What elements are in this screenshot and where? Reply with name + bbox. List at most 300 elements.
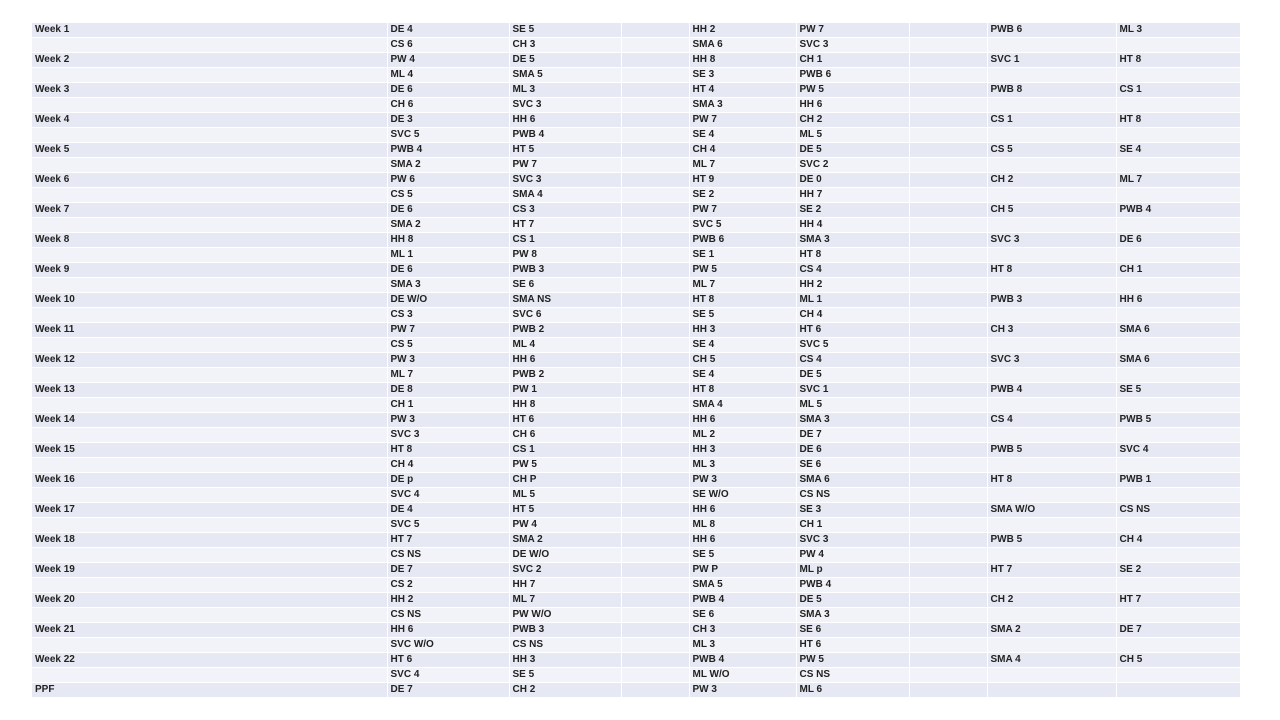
- cell-slot-7: [987, 428, 1116, 443]
- cell-slot-4: SMA 6: [689, 38, 796, 53]
- cell-slot-3: [621, 473, 689, 488]
- cell-week-label: Week 20: [32, 593, 387, 608]
- cell-slot-7: [987, 278, 1116, 293]
- cell-slot-8: HT 7: [1116, 593, 1240, 608]
- cell-slot-6: [909, 413, 987, 428]
- cell-slot-4: PW 7: [689, 113, 796, 128]
- cell-slot-1: DE 4: [387, 503, 509, 518]
- cell-slot-5: ML 1: [796, 293, 909, 308]
- table-row: [32, 533, 1240, 548]
- cell-slot-5: SE 6: [796, 458, 909, 473]
- cell-slot-3: [621, 398, 689, 413]
- cell-slot-7: CS 5: [987, 143, 1116, 158]
- cell-slot-5: DE 5: [796, 143, 909, 158]
- table-row: [32, 383, 1240, 398]
- cell-week-label: Week 5: [32, 143, 387, 158]
- cell-slot-7: [987, 98, 1116, 113]
- cell-week-label: [32, 188, 387, 203]
- cell-slot-6: [909, 218, 987, 233]
- cell-slot-7: [987, 188, 1116, 203]
- cell-slot-3: [621, 233, 689, 248]
- cell-slot-6: [909, 503, 987, 518]
- cell-slot-4: ML 2: [689, 428, 796, 443]
- cell-slot-1: PW 3: [387, 353, 509, 368]
- cell-slot-6: [909, 638, 987, 653]
- table-row: [32, 98, 1240, 113]
- cell-slot-8: HT 8: [1116, 53, 1240, 68]
- cell-slot-5: PWB 4: [796, 578, 909, 593]
- cell-slot-4: PW P: [689, 563, 796, 578]
- cell-slot-1: ML 7: [387, 368, 509, 383]
- cell-slot-7: SVC 3: [987, 233, 1116, 248]
- cell-slot-7: HT 7: [987, 563, 1116, 578]
- cell-slot-7: [987, 68, 1116, 83]
- cell-slot-5: DE 0: [796, 173, 909, 188]
- cell-slot-6: [909, 608, 987, 623]
- cell-slot-3: [621, 68, 689, 83]
- cell-slot-4: HH 3: [689, 323, 796, 338]
- cell-slot-5: CS 4: [796, 263, 909, 278]
- cell-slot-5: PW 7: [796, 23, 909, 38]
- cell-slot-6: [909, 653, 987, 668]
- cell-slot-2: PW W/O: [509, 608, 621, 623]
- cell-slot-7: [987, 128, 1116, 143]
- table-row: [32, 398, 1240, 413]
- cell-week-label: [32, 338, 387, 353]
- table-row: [32, 323, 1240, 338]
- cell-slot-1: DE 7: [387, 563, 509, 578]
- cell-slot-1: CS 2: [387, 578, 509, 593]
- cell-slot-3: [621, 278, 689, 293]
- cell-slot-4: SMA 4: [689, 398, 796, 413]
- cell-slot-2: PW 8: [509, 248, 621, 263]
- cell-slot-3: [621, 218, 689, 233]
- cell-slot-5: SVC 3: [796, 38, 909, 53]
- cell-slot-7: SVC 1: [987, 53, 1116, 68]
- cell-slot-2: PW 4: [509, 518, 621, 533]
- cell-slot-2: PW 1: [509, 383, 621, 398]
- cell-slot-6: [909, 338, 987, 353]
- cell-slot-7: CH 2: [987, 593, 1116, 608]
- cell-slot-3: [621, 308, 689, 323]
- cell-slot-7: [987, 548, 1116, 563]
- cell-slot-1: HH 6: [387, 623, 509, 638]
- cell-slot-2: SMA 4: [509, 188, 621, 203]
- cell-slot-1: DE 6: [387, 263, 509, 278]
- cell-slot-4: SE 5: [689, 308, 796, 323]
- cell-slot-5: ML 6: [796, 683, 909, 698]
- cell-slot-3: [621, 173, 689, 188]
- cell-slot-4: HT 9: [689, 173, 796, 188]
- cell-slot-4: HH 6: [689, 503, 796, 518]
- cell-slot-8: CS 1: [1116, 83, 1240, 98]
- cell-week-label: Week 19: [32, 563, 387, 578]
- cell-slot-1: HT 8: [387, 443, 509, 458]
- table-row: [32, 413, 1240, 428]
- cell-slot-2: PWB 3: [509, 623, 621, 638]
- cell-slot-2: PWB 4: [509, 128, 621, 143]
- cell-slot-3: [621, 548, 689, 563]
- cell-slot-8: [1116, 518, 1240, 533]
- cell-slot-3: [621, 428, 689, 443]
- cell-slot-1: HT 7: [387, 533, 509, 548]
- cell-slot-4: SE 4: [689, 338, 796, 353]
- cell-week-label: Week 1: [32, 23, 387, 38]
- cell-slot-5: HT 8: [796, 248, 909, 263]
- cell-slot-6: [909, 473, 987, 488]
- table-row: [32, 188, 1240, 203]
- cell-slot-6: [909, 668, 987, 683]
- cell-slot-4: HH 6: [689, 413, 796, 428]
- cell-slot-8: DE 6: [1116, 233, 1240, 248]
- cell-slot-8: SE 5: [1116, 383, 1240, 398]
- cell-slot-5: CS NS: [796, 668, 909, 683]
- cell-slot-1: PW 4: [387, 53, 509, 68]
- cell-slot-7: SVC 3: [987, 353, 1116, 368]
- cell-slot-2: PWB 3: [509, 263, 621, 278]
- cell-slot-6: [909, 593, 987, 608]
- table-row: [32, 293, 1240, 308]
- cell-slot-7: CH 2: [987, 173, 1116, 188]
- cell-slot-7: PWB 3: [987, 293, 1116, 308]
- cell-slot-4: PWB 6: [689, 233, 796, 248]
- table-row: [32, 353, 1240, 368]
- cell-slot-8: HT 8: [1116, 113, 1240, 128]
- cell-slot-1: DE p: [387, 473, 509, 488]
- cell-slot-5: ML 5: [796, 398, 909, 413]
- cell-slot-8: [1116, 278, 1240, 293]
- cell-week-label: Week 8: [32, 233, 387, 248]
- cell-week-label: [32, 218, 387, 233]
- cell-week-label: Week 7: [32, 203, 387, 218]
- cell-slot-2: ML 4: [509, 338, 621, 353]
- cell-slot-6: [909, 293, 987, 308]
- cell-slot-1: CS 5: [387, 188, 509, 203]
- cell-slot-4: HT 8: [689, 293, 796, 308]
- cell-slot-3: [621, 188, 689, 203]
- cell-slot-1: CS 5: [387, 338, 509, 353]
- cell-slot-2: SVC 3: [509, 173, 621, 188]
- cell-slot-6: [909, 383, 987, 398]
- cell-slot-3: [621, 98, 689, 113]
- cell-slot-3: [621, 518, 689, 533]
- cell-slot-6: [909, 68, 987, 83]
- cell-slot-2: PW 5: [509, 458, 621, 473]
- cell-week-label: Week 9: [32, 263, 387, 278]
- cell-slot-1: CH 1: [387, 398, 509, 413]
- cell-slot-2: CH 3: [509, 38, 621, 53]
- cell-slot-6: [909, 98, 987, 113]
- cell-slot-8: PWB 1: [1116, 473, 1240, 488]
- cell-slot-2: CH 6: [509, 428, 621, 443]
- cell-slot-7: CS 1: [987, 113, 1116, 128]
- table-row: [32, 593, 1240, 608]
- cell-slot-3: [621, 353, 689, 368]
- cell-slot-5: SVC 2: [796, 158, 909, 173]
- cell-slot-4: HH 8: [689, 53, 796, 68]
- cell-slot-7: [987, 338, 1116, 353]
- cell-slot-5: ML 5: [796, 128, 909, 143]
- table-row: [32, 668, 1240, 683]
- cell-slot-4: CH 5: [689, 353, 796, 368]
- cell-slot-5: SE 3: [796, 503, 909, 518]
- cell-slot-6: [909, 143, 987, 158]
- table-row: [32, 203, 1240, 218]
- cell-slot-5: SVC 3: [796, 533, 909, 548]
- cell-slot-7: [987, 518, 1116, 533]
- cell-slot-2: ML 7: [509, 593, 621, 608]
- cell-slot-5: CH 1: [796, 518, 909, 533]
- cell-slot-5: PW 5: [796, 653, 909, 668]
- cell-slot-3: [621, 458, 689, 473]
- cell-slot-2: DE 5: [509, 53, 621, 68]
- cell-slot-8: [1116, 578, 1240, 593]
- cell-slot-7: CS 4: [987, 413, 1116, 428]
- cell-slot-6: [909, 563, 987, 578]
- cell-slot-8: [1116, 68, 1240, 83]
- cell-slot-6: [909, 83, 987, 98]
- cell-slot-4: SMA 3: [689, 98, 796, 113]
- cell-slot-3: [621, 683, 689, 698]
- table-row: [32, 143, 1240, 158]
- cell-slot-4: SMA 5: [689, 578, 796, 593]
- cell-slot-2: SMA 5: [509, 68, 621, 83]
- cell-slot-2: HT 7: [509, 218, 621, 233]
- cell-slot-8: CH 4: [1116, 533, 1240, 548]
- cell-slot-6: [909, 113, 987, 128]
- cell-slot-3: [621, 203, 689, 218]
- cell-week-label: [32, 158, 387, 173]
- cell-slot-6: [909, 203, 987, 218]
- cell-slot-6: [909, 323, 987, 338]
- cell-slot-3: [621, 653, 689, 668]
- cell-slot-5: PWB 6: [796, 68, 909, 83]
- table-row: [32, 23, 1240, 38]
- cell-week-label: Week 14: [32, 413, 387, 428]
- cell-slot-8: [1116, 308, 1240, 323]
- cell-week-label: Week 2: [32, 53, 387, 68]
- cell-slot-3: [621, 668, 689, 683]
- cell-slot-7: [987, 218, 1116, 233]
- cell-slot-2: PW 7: [509, 158, 621, 173]
- cell-slot-1: CS NS: [387, 608, 509, 623]
- cell-slot-6: [909, 368, 987, 383]
- cell-slot-5: SMA 6: [796, 473, 909, 488]
- cell-slot-5: HT 6: [796, 323, 909, 338]
- cell-week-label: Week 6: [32, 173, 387, 188]
- cell-slot-5: SVC 1: [796, 383, 909, 398]
- cell-slot-8: PWB 4: [1116, 203, 1240, 218]
- cell-slot-8: [1116, 158, 1240, 173]
- cell-slot-1: DE 4: [387, 23, 509, 38]
- cell-slot-2: HH 6: [509, 353, 621, 368]
- cell-week-label: [32, 608, 387, 623]
- cell-slot-8: [1116, 248, 1240, 263]
- cell-slot-5: SVC 5: [796, 338, 909, 353]
- cell-slot-4: CH 3: [689, 623, 796, 638]
- cell-slot-3: [621, 323, 689, 338]
- table-row: [32, 683, 1240, 698]
- table-row: [32, 548, 1240, 563]
- cell-slot-7: [987, 638, 1116, 653]
- cell-week-label: [32, 518, 387, 533]
- cell-slot-2: HH 6: [509, 113, 621, 128]
- cell-slot-3: [621, 638, 689, 653]
- cell-slot-7: [987, 398, 1116, 413]
- cell-week-label: Week 10: [32, 293, 387, 308]
- table-row: [32, 113, 1240, 128]
- cell-week-label: Week 18: [32, 533, 387, 548]
- cell-slot-8: CS NS: [1116, 503, 1240, 518]
- cell-slot-4: SE 3: [689, 68, 796, 83]
- cell-slot-1: HT 6: [387, 653, 509, 668]
- cell-week-label: [32, 548, 387, 563]
- cell-slot-7: PWB 6: [987, 23, 1116, 38]
- cell-slot-3: [621, 158, 689, 173]
- cell-slot-4: HH 2: [689, 23, 796, 38]
- cell-slot-5: DE 5: [796, 368, 909, 383]
- cell-slot-3: [621, 53, 689, 68]
- cell-slot-6: [909, 248, 987, 263]
- cell-slot-5: DE 7: [796, 428, 909, 443]
- table-row: [32, 248, 1240, 263]
- cell-slot-4: SE 4: [689, 128, 796, 143]
- cell-slot-8: [1116, 98, 1240, 113]
- cell-slot-7: [987, 458, 1116, 473]
- cell-slot-4: ML W/O: [689, 668, 796, 683]
- cell-slot-6: [909, 548, 987, 563]
- cell-slot-2: CS 1: [509, 443, 621, 458]
- table-row: [32, 68, 1240, 83]
- cell-slot-8: [1116, 128, 1240, 143]
- cell-slot-6: [909, 488, 987, 503]
- cell-slot-4: SE 6: [689, 608, 796, 623]
- cell-slot-2: SE 6: [509, 278, 621, 293]
- cell-slot-3: [621, 413, 689, 428]
- cell-slot-1: CH 6: [387, 98, 509, 113]
- cell-slot-2: ML 5: [509, 488, 621, 503]
- cell-week-label: Week 21: [32, 623, 387, 638]
- table-row: [32, 653, 1240, 668]
- cell-slot-1: DE W/O: [387, 293, 509, 308]
- cell-slot-3: [621, 593, 689, 608]
- cell-week-label: [32, 638, 387, 653]
- table-row: [32, 338, 1240, 353]
- cell-slot-3: [621, 263, 689, 278]
- cell-slot-6: [909, 578, 987, 593]
- cell-slot-6: [909, 518, 987, 533]
- cell-slot-4: PW 7: [689, 203, 796, 218]
- cell-slot-7: SMA 4: [987, 653, 1116, 668]
- cell-slot-1: SMA 2: [387, 158, 509, 173]
- cell-slot-1: SVC 4: [387, 668, 509, 683]
- table-row: [32, 308, 1240, 323]
- cell-slot-5: SE 6: [796, 623, 909, 638]
- cell-slot-2: CS 1: [509, 233, 621, 248]
- cell-slot-2: ML 3: [509, 83, 621, 98]
- cell-slot-8: CH 1: [1116, 263, 1240, 278]
- cell-slot-5: SE 2: [796, 203, 909, 218]
- cell-slot-2: PWB 2: [509, 323, 621, 338]
- cell-week-label: [32, 38, 387, 53]
- cell-slot-6: [909, 458, 987, 473]
- cell-slot-2: SVC 6: [509, 308, 621, 323]
- cell-slot-7: PWB 5: [987, 533, 1116, 548]
- cell-slot-6: [909, 158, 987, 173]
- cell-week-label: [32, 128, 387, 143]
- cell-slot-3: [621, 578, 689, 593]
- cell-slot-2: HT 5: [509, 143, 621, 158]
- cell-slot-5: PW 4: [796, 548, 909, 563]
- table-row: [32, 368, 1240, 383]
- cell-slot-7: PWB 8: [987, 83, 1116, 98]
- cell-slot-2: HH 7: [509, 578, 621, 593]
- cell-slot-7: [987, 368, 1116, 383]
- cell-slot-5: SMA 3: [796, 608, 909, 623]
- cell-slot-6: [909, 233, 987, 248]
- cell-slot-4: HH 6: [689, 533, 796, 548]
- cell-slot-8: [1116, 368, 1240, 383]
- cell-slot-4: SVC 5: [689, 218, 796, 233]
- cell-slot-8: ML 7: [1116, 173, 1240, 188]
- cell-slot-7: SMA W/O: [987, 503, 1116, 518]
- cell-slot-3: [621, 503, 689, 518]
- table-row: [32, 218, 1240, 233]
- table-row: [32, 563, 1240, 578]
- table-row: [32, 278, 1240, 293]
- cell-slot-8: [1116, 683, 1240, 698]
- cell-slot-8: ML 3: [1116, 23, 1240, 38]
- cell-week-label: [32, 428, 387, 443]
- cell-slot-8: [1116, 638, 1240, 653]
- cell-slot-1: CS 6: [387, 38, 509, 53]
- cell-slot-7: PWB 4: [987, 383, 1116, 398]
- table-row: [32, 458, 1240, 473]
- cell-slot-1: SVC 5: [387, 518, 509, 533]
- cell-slot-2: PWB 2: [509, 368, 621, 383]
- cell-slot-2: CS NS: [509, 638, 621, 653]
- cell-slot-7: [987, 608, 1116, 623]
- cell-week-label: PPF: [32, 683, 387, 698]
- table-row: [32, 53, 1240, 68]
- cell-slot-4: PW 5: [689, 263, 796, 278]
- cell-slot-4: ML 7: [689, 278, 796, 293]
- cell-slot-1: PW 6: [387, 173, 509, 188]
- table-row: [32, 638, 1240, 653]
- cell-slot-5: CH 1: [796, 53, 909, 68]
- cell-slot-3: [621, 38, 689, 53]
- cell-slot-1: SVC 5: [387, 128, 509, 143]
- cell-slot-2: CH 2: [509, 683, 621, 698]
- cell-slot-8: [1116, 458, 1240, 473]
- table-row: [32, 158, 1240, 173]
- cell-slot-8: [1116, 398, 1240, 413]
- table-row: [32, 173, 1240, 188]
- cell-slot-1: DE 6: [387, 83, 509, 98]
- cell-slot-7: CH 3: [987, 323, 1116, 338]
- cell-slot-1: DE 3: [387, 113, 509, 128]
- cell-slot-1: HH 2: [387, 593, 509, 608]
- cell-slot-8: [1116, 338, 1240, 353]
- cell-slot-3: [621, 143, 689, 158]
- cell-slot-7: [987, 578, 1116, 593]
- cell-slot-5: SMA 3: [796, 233, 909, 248]
- cell-slot-3: [621, 488, 689, 503]
- cell-slot-5: HH 7: [796, 188, 909, 203]
- cell-slot-8: SVC 4: [1116, 443, 1240, 458]
- table-row: [32, 263, 1240, 278]
- cell-slot-4: ML 8: [689, 518, 796, 533]
